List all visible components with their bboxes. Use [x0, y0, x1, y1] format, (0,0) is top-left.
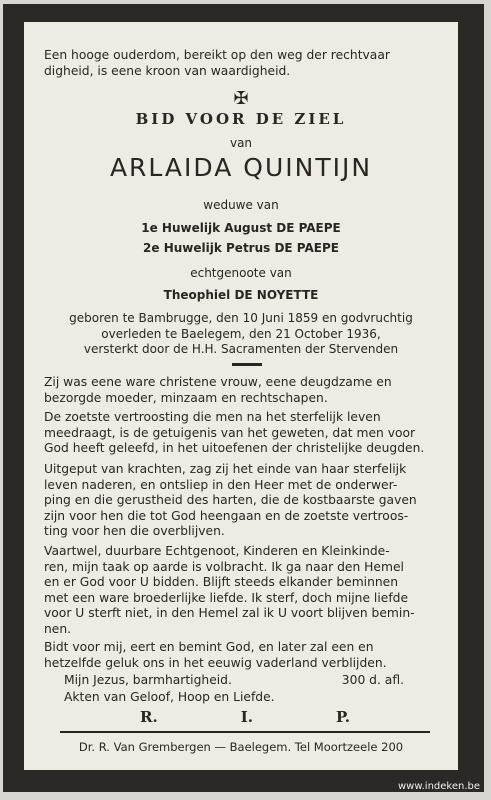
printer-line: Dr. R. Van Grembergen — Baelegem. Tel Moortzeele 200	[78, 740, 404, 754]
deceased-name: ARLAIDA QUINTIJN	[109, 153, 373, 182]
rip-line	[140, 708, 350, 726]
rip-i: I.	[240, 708, 253, 726]
indulgence-text: Mijn Jezus, barmhartigheid.	[64, 673, 232, 687]
paragraph-consolation: De zoetste vertroosting die men na het sterfelijk leven meedraagt, is de getuigenis van het geweten, dat men voor God heeft geleefd, in het uitoefenen der christelijke deugden.	[44, 410, 425, 455]
indulgence-value: 300 d. afl.	[341, 673, 404, 687]
paragraph-death: Uitgeput van krachten, zag zij het einde van haar sterfelijk leven naderen, en ontsliep in den Heer met de onderwer- ping en die gerustheid des harten, die de kostbaarste gaven zijn voor hen die tot God heengaan en de zoetste vertroos- ting voor hen die overblijven.	[44, 462, 417, 538]
indulgence-row	[64, 673, 404, 689]
prayer-title: BID VOOR DE ZIEL	[135, 110, 347, 128]
divider-long	[60, 731, 430, 733]
watermark: www.indeken.be	[398, 781, 481, 792]
intro-quote: Een hooge ouderdom, bereikt op den weg der rechtvaar digheid, is eene kroon van waardigheid.	[44, 48, 390, 78]
widow-label: weduwe van	[203, 198, 279, 212]
divider-short	[232, 363, 262, 366]
rip-r: R.	[140, 708, 158, 726]
cross-icon: ✠	[233, 88, 249, 109]
paragraph-farewell: Vaartwel, duurbare Echtgenoot, Kinderen en Kleinkinde- ren, mijn taak op aarde is volbracht. Ik ga naar den Hemel en er God voor U bidden. Blijft steeds elkander beminnen met een ware broederlijke liefde. Ik sterf, doch mijne liefde voor U sterft niet, in den Hemel zal ik U voort blijven bemin- nen.	[44, 544, 415, 636]
birth-death-info: geboren te Bambrugge, den 10 Juni 1859 en godvruchtig overleden te Baelegem, den 21 October 1936, versterkt door de H.H. Sacramenten der Stervenden	[69, 311, 413, 356]
van-label: van	[229, 136, 253, 150]
second-marriage: 2e Huwelijk Petrus DE PAEPE	[143, 241, 339, 255]
paragraph-prayer: Bidt voor mij, eert en bemint God, en later zal een en hetzelfde geluk ons in het eeuwig vaderland verblijden.	[44, 640, 387, 670]
spouse-name: Theophiel DE NOYETTE	[163, 288, 319, 302]
first-marriage: 1e Huwelijk August DE PAEPE	[141, 221, 341, 235]
paragraph-virtues: Zij was eene ware christene vrouw, eene deugdzame en bezorgde moeder, minzaam en rechtschapen.	[44, 375, 392, 405]
spouse-label: echtgenoote van	[190, 266, 292, 280]
rip-p: P.	[335, 708, 350, 726]
acts-text: Akten van Geloof, Hoop en Liefde.	[64, 690, 275, 704]
